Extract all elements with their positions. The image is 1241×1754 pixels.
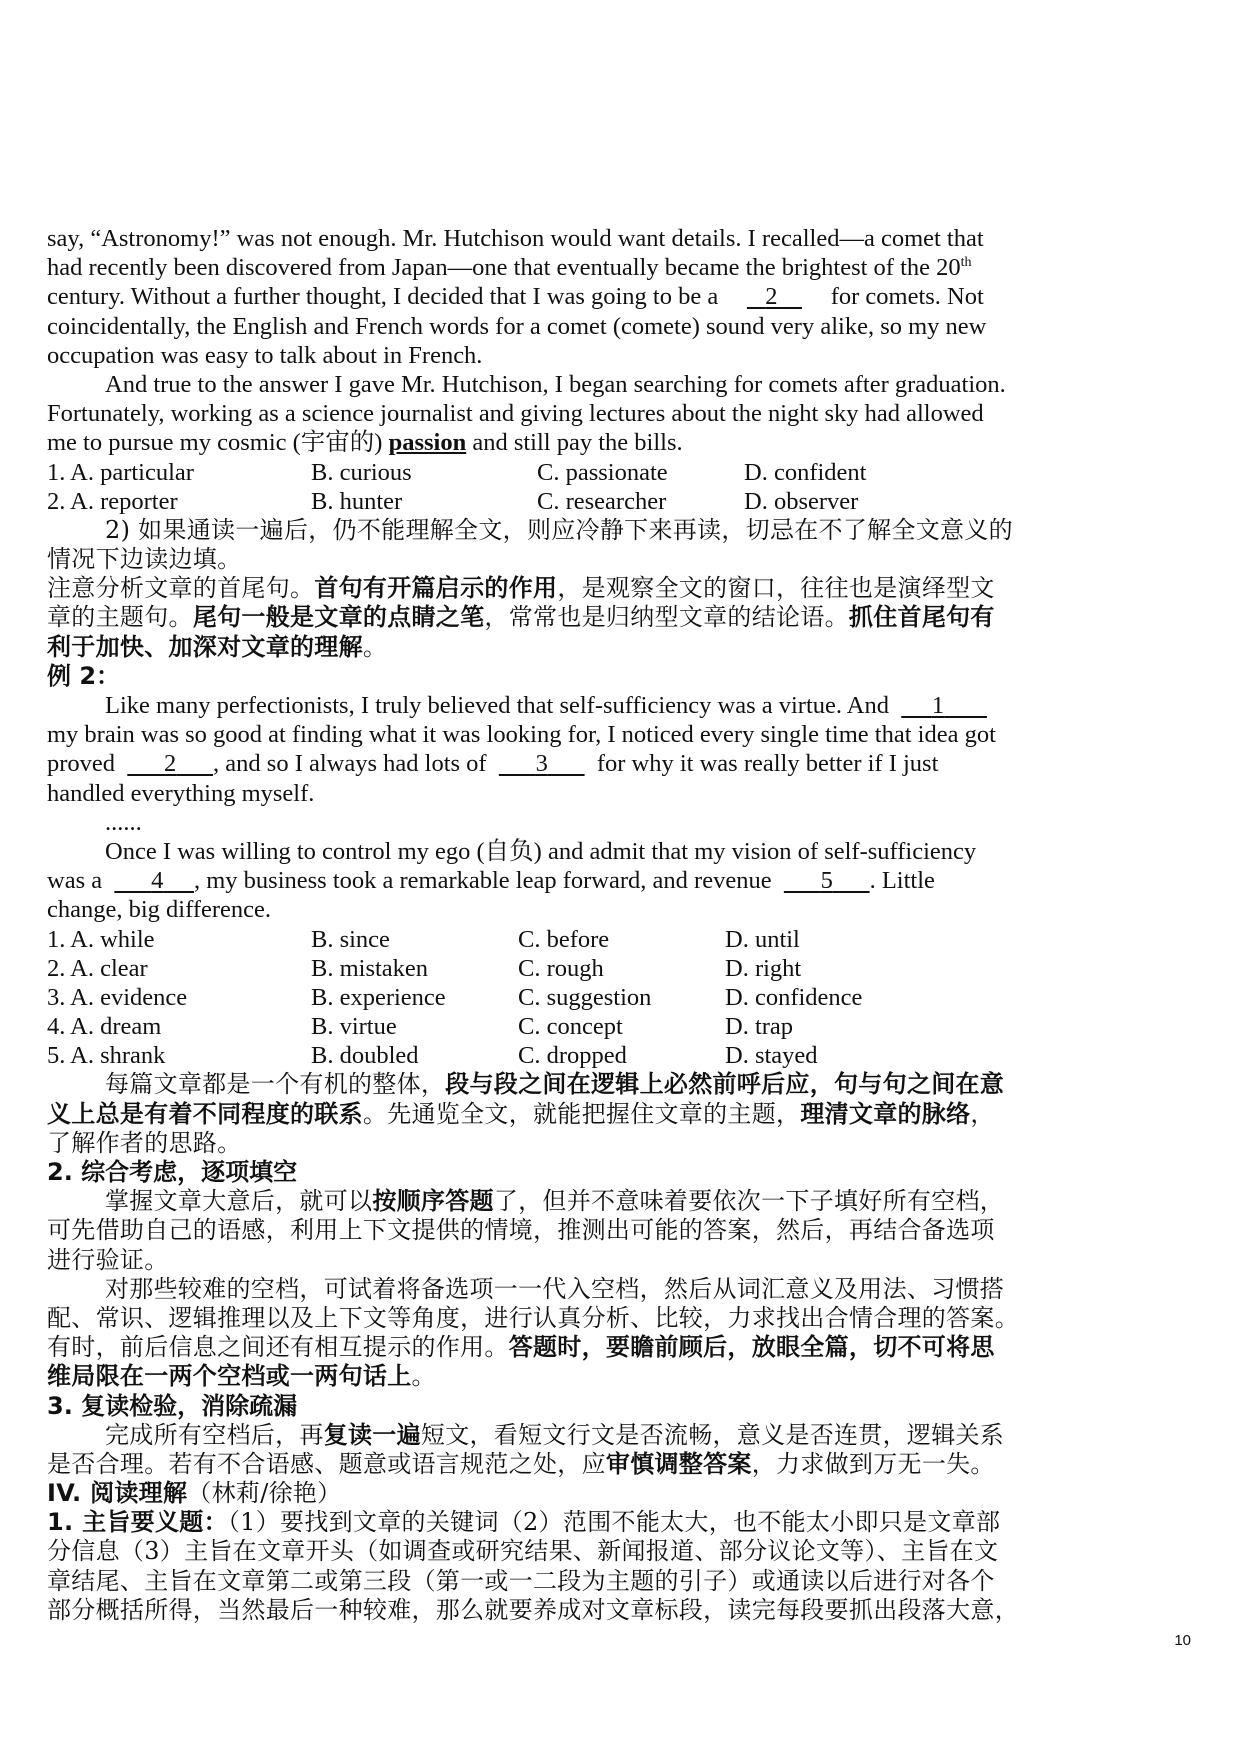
text-line: my brain was so good at finding what it was looking for, I noticed every single time that idea got [47, 721, 996, 749]
option-row: 1. A. while B. since C. before D. until [47, 925, 800, 953]
text-line: 义上总是有着不同程度的联系。先通览全文，就能把握住文章的主题，理清文章的脉络， [47, 1099, 995, 1128]
option-row: 2. A. clear B. mistaken C. rough D. right [47, 954, 802, 982]
tip-line: 利于加快、加深对文章的理解。 [47, 632, 388, 661]
option-row: 2. A. reporter B. hunter C. researcher D. observer [47, 487, 859, 515]
example-label: 例 2： [47, 661, 121, 690]
text-line: 章结尾、主旨在文章第二或第三段（第一或一二段为主题的引子）或通读以后进行对各个 [47, 1566, 995, 1595]
text-line: 配、常识、逻辑推理以及上下文等角度，进行认真分析、比较，力求找出合情合理的答案。 [47, 1303, 1019, 1332]
text-line: was a 4 , my business took a remarkable leap forward, and revenue 5 . Little [47, 867, 935, 895]
text-line: 有时，前后信息之间还有相互提示的作用。答题时，要瞻前顾后，放眼全篇，切不可将思 [47, 1333, 995, 1362]
blank-4: 4 [151, 867, 164, 895]
text-line: 1. 主旨要义题：（1）要找到文章的关键词（2）范围不能太大，也不能太小即只是文章部 [47, 1508, 1001, 1537]
section-heading: 2. 综合考虑，逐项填空 [47, 1158, 298, 1186]
text-line: me to pursue my cosmic (宇宙的) passion and still pay the bills. [47, 429, 683, 457]
tip-line: 注意分析文章的首尾句。首句有开篇启示的作用，是观察全文的窗口，往往也是演绎型文 [47, 574, 995, 603]
tip-line: 情况下边读边填。 [47, 545, 242, 574]
text-line: 每篇文章都是一个有机的整体，段与段之间在逻辑上必然前呼后应，句与句之间在意 [105, 1070, 1005, 1099]
tip-line: 2) 如果通读一遍后，仍不能理解全文，则应冷静下来再读，切忌在不了解全文意义的 [105, 515, 1013, 544]
text-line: 维局限在一两个空档或一两句话上。 [47, 1362, 436, 1391]
text-line: Once I was willing to control my ego (自负) and admit that my vision of self-sufficiency [105, 837, 977, 865]
text-line: 对那些较难的空档，可试着将备选项一一代入空档，然后从词汇意义及用法、习惯搭 [105, 1274, 1005, 1303]
blank-1: 1 [931, 692, 945, 719]
ordinal-suffix: th [960, 255, 972, 271]
text-line: occupation was easy to talk about in French. [47, 341, 483, 369]
text-line: handled everything myself. [47, 779, 315, 807]
section-title: IV. 阅读理解（林莉/徐艳） [47, 1479, 342, 1508]
text-line: century. Without a further thought, I decided that I was going to be a 2 for comets. Not [47, 283, 984, 311]
document-page [47, 224, 1197, 1625]
page-number: 10 [1174, 1632, 1191, 1649]
blank-2: 2 [765, 283, 778, 311]
text-line: change, big difference. [47, 896, 272, 924]
text-line: 了解作者的思路。 [47, 1128, 242, 1157]
text-line: Fortunately, working as a science journalist and giving lectures about the night sky had allowed [47, 400, 984, 428]
text-line: 完成所有空档后，再复读一遍短文，看短文行文是否流畅，意义是否连贯，逻辑关系 [105, 1420, 1005, 1449]
option-row: 5. A. shrank B. doubled C. dropped D. stayed [47, 1042, 818, 1070]
blank-5: 5 [820, 867, 833, 895]
ellipsis: ...... [105, 808, 142, 836]
text-line: And true to the answer I gave Mr. Hutchison, I began searching for comets after graduation. [105, 370, 1006, 398]
blank-3: 3 [535, 750, 548, 778]
text-line: say, “Astronomy!” was not enough. Mr. Hutchison would want details. I recalled—a comet that [47, 225, 984, 252]
option-row: 3. A. evidence B. experience C. suggestion D. confidence [47, 983, 863, 1011]
highlighted-word: passion [388, 429, 467, 457]
blank-2: 2 [164, 750, 177, 778]
text-line: 分信息（3）主旨在文章开头（如调查或研究结果、新闻报道、部分议论文等）、主旨在文 [47, 1537, 999, 1566]
text-line: had recently been discovered from Japan—one that eventually became the brightest of the 20th [47, 254, 972, 282]
text-line: 掌握文章大意后，就可以按顺序答题了，但并不意味着要依次一下子填好所有空档， [105, 1187, 1005, 1216]
text-line: 部分概括所得，当然最后一种较难，那么就要养成对文章标段，读完每段要抓出段落大意， [47, 1595, 1019, 1624]
text-line: Like many perfectionists, I truly believed that self-sufficiency was a virtue. And 1 [47, 691, 1197, 720]
section-heading: 3. 复读检验，消除疏漏 [47, 1391, 298, 1420]
text-line: 进行验证。 [47, 1245, 169, 1274]
option-row: 1. A. particular B. curious C. passionate D. confident [47, 458, 867, 486]
text-line: 可先借助自己的语感，利用上下文提供的情境，推测出可能的答案，然后，再结合备选项 [47, 1216, 995, 1245]
tip-line: 章的主题句。尾句一般是文章的点睛之笔，常常也是归纳型文章的结论语。抓住首尾句有 [47, 603, 995, 632]
text-line: proved 2 , and so I always had lots of 3 for why it was really better if I just [47, 750, 939, 778]
text-line: 是否合理。若有不合语感、题意或语言规范之处，应审慎调整答案，力求做到万无一失。 [47, 1449, 995, 1478]
text-line: coincidentally, the English and French words for a comet (comete) sound very alike, so my new [47, 312, 987, 340]
option-row: 4. A. dream B. virtue C. concept D. trap [47, 1013, 794, 1041]
